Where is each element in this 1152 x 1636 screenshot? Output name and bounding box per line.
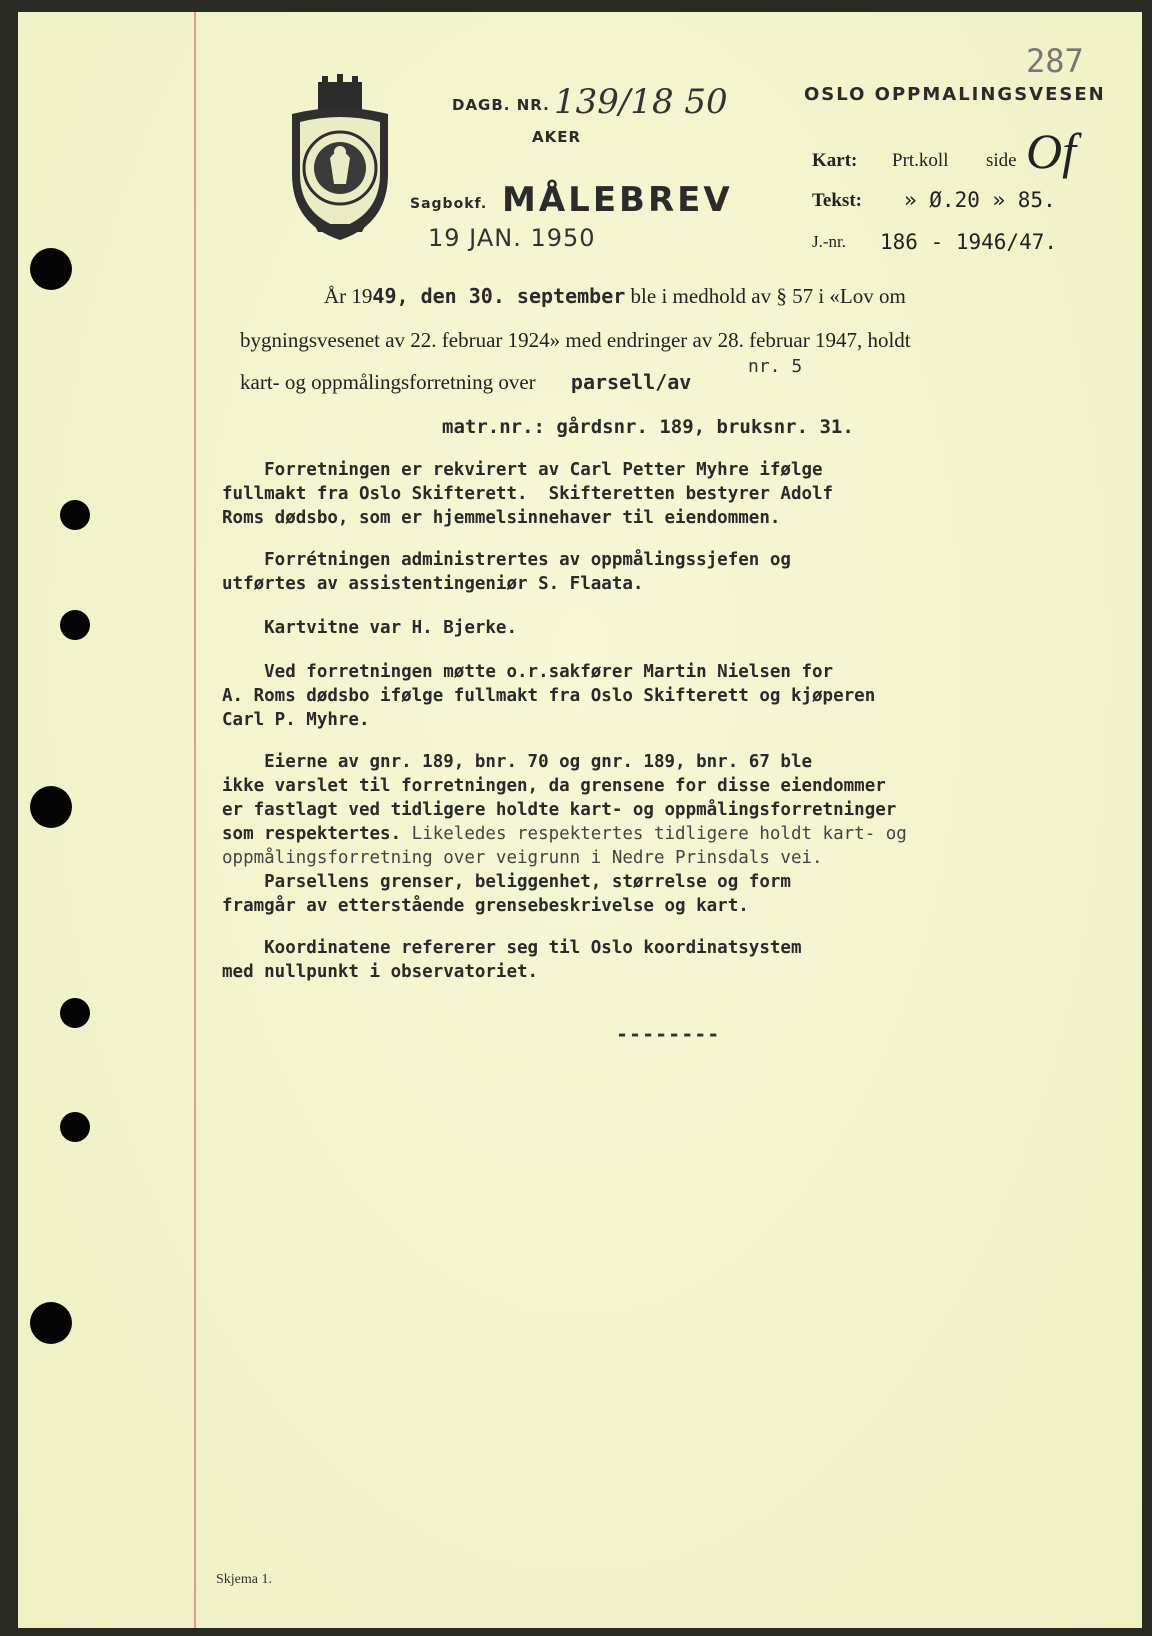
- document-title: MÅLEBREV: [502, 180, 733, 220]
- para-7-line-2: med nullpunkt i observatoriet.: [222, 962, 539, 982]
- para-6-line-2: framgår av etterstående grensebeskrivelse og kart.: [222, 896, 749, 916]
- punch-hole: [30, 248, 72, 290]
- intro-line-3: [240, 370, 691, 395]
- punch-hole: [60, 998, 90, 1028]
- para-1-line-1: Forretningen er rekvirert av Carl Petter Myhre ifølge: [222, 460, 823, 480]
- para-5-line-4-tail: Likeledes respektertes tidligere holdt kart- og: [401, 824, 907, 844]
- punch-hole: [60, 500, 90, 530]
- punch-hole: [60, 610, 90, 640]
- intro-line-1: [324, 284, 906, 309]
- para-7-line-1: Koordinatene refererer seg til Oslo koordinatsystem: [222, 938, 802, 958]
- intro-line-3-text: kart- og oppmålingsforretning over: [240, 370, 536, 394]
- para-1-line-2: fullmakt fra Oslo Skifterett. Skifteretten bestyrer Adolf: [222, 484, 834, 504]
- dagb-label: DAGB. NR.: [452, 96, 550, 114]
- intro-line-1-rest: ble i medhold av § 57 i «Lov om: [630, 284, 906, 308]
- para-5-line-1: Eierne av gnr. 189, bnr. 70 og gnr. 189, bnr. 67 ble: [222, 752, 813, 772]
- document-page: [18, 12, 1142, 1628]
- matr-line: matr.nr.: gårdsnr. 189, bruksnr. 31.: [442, 416, 854, 438]
- para-2-line-2: utførtes av assistentingeniør S. Flaata.: [222, 574, 644, 594]
- para-2-line-1: Forrétningen administrertes av oppmålingssjefen og: [222, 550, 791, 570]
- tekst-label: Tekst:: [812, 190, 862, 211]
- side-label: side: [986, 150, 1017, 171]
- para-5-line-4: [222, 824, 907, 844]
- punch-hole: [30, 786, 72, 828]
- insert-above: nr. 5: [748, 356, 803, 377]
- intro-date: 49, den 30. september: [372, 284, 626, 308]
- kart-label: Kart:: [812, 150, 858, 171]
- title-prefix: Sagbokf.: [410, 196, 488, 212]
- punch-hole: [30, 1302, 72, 1344]
- office-name: OSLO OPPMALINGSVESEN: [804, 84, 1106, 105]
- tekst-value: » Ø.20 » 85.: [904, 188, 1056, 212]
- form-label: Skjema 1.: [216, 1572, 272, 1587]
- intro-year-prefix: År 19: [324, 284, 373, 308]
- oslo-crest-icon: [284, 74, 396, 244]
- para-1-line-3: Roms dødsbo, som er hjemmelsinnehaver til eiendommen.: [222, 508, 781, 528]
- para-4-line-2: A. Roms dødsbo ifølge fullmakt fra Oslo Skifterett og kjøperen: [222, 686, 876, 706]
- district-label: AKER: [532, 128, 582, 146]
- para-5-line-4-bold: som respektertes.: [222, 824, 402, 844]
- page-number: 287: [1026, 42, 1084, 80]
- intro-line-2: bygningsvesenet av 22. februar 1924» med endringer av 28. februar 1947, holdt: [240, 328, 911, 352]
- para-5-line-3: er fastlagt ved tidligere holdte kart- og oppmålingsforretninger: [222, 800, 897, 820]
- para-3-line-1: Kartvitne var H. Bjerke.: [222, 618, 518, 638]
- jnr-label: J.-nr.: [812, 232, 846, 251]
- received-stamp: 19 JAN. 1950: [428, 224, 596, 252]
- dagb-number: 139/18 50: [554, 82, 728, 122]
- para-6-line-1: Parsellens grenser, beliggenhet, størrelse og form: [222, 872, 791, 892]
- margin-rule: [194, 12, 196, 1628]
- para-5-line-5: oppmålingsforretning over veigrunn i Nedre Prinsdals vei.: [222, 848, 823, 868]
- side-value: Of: [1026, 123, 1076, 179]
- para-4-line-3: Carl P. Myhre.: [222, 710, 370, 730]
- punch-hole: [60, 1112, 90, 1142]
- jnr-value: 186 - 1946/47.: [880, 230, 1058, 254]
- para-4-line-1: Ved forretningen møtte o.r.sakfører Martin Nielsen for: [222, 662, 834, 682]
- intro-parsell: parsell/av: [570, 370, 692, 394]
- separator: --------: [616, 1022, 721, 1046]
- kart-value: Prt.koll: [892, 150, 949, 171]
- para-5-line-2: ikke varslet til forretningen, da grensene for disse eiendommer: [222, 776, 886, 796]
